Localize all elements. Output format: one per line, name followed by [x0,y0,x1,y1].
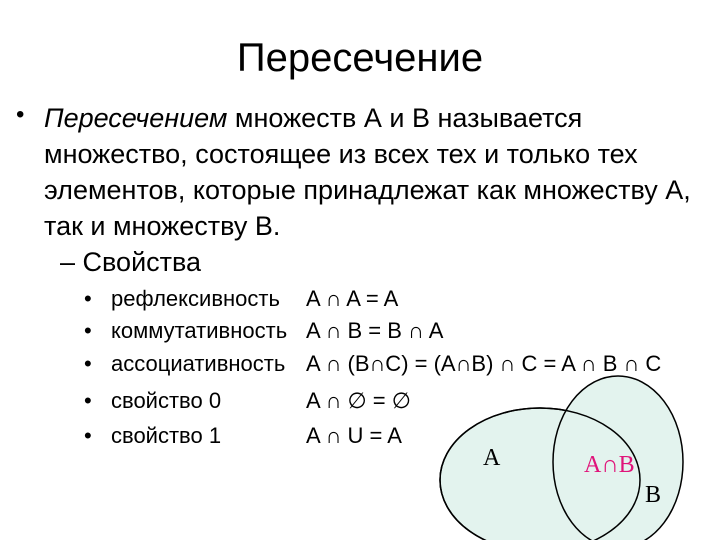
main-bullet: • [16,101,25,128]
venn-label-intersection: A∩B [584,452,635,478]
property-name: коммутативность [111,318,288,343]
property-formula: A ∩ (B∩C) = (A∩B) ∩ C = A ∩ B ∩ C [306,351,662,376]
properties-heading: – Свойства [60,247,202,277]
property-bullet: • [84,388,92,413]
property-name: ассоциативность [111,351,286,376]
property-name: свойство 1 [111,423,222,448]
venn-label-b: B [645,482,662,508]
property-formula: A ∩ B = B ∩ A [306,318,444,343]
definition-term: Пересечением [44,103,228,133]
venn-label-a: A [483,445,501,471]
property-bullet: • [84,351,92,376]
property-formula: A ∩ U = A [306,423,402,448]
definition-line-1 [44,100,582,136]
property-bullet: • [84,318,92,343]
definition-line-4: так и множеству В. [44,211,281,241]
property-name: рефлексивность [111,286,280,311]
property-name: свойство 0 [111,388,222,413]
definition-line-1-rest: множеств А и В называется [227,103,583,133]
definition-line-3: элементов, которые принадлежат как множеству А, [44,175,691,205]
definition-line-2: множество, состоящее из всех тех и только тех [44,139,638,169]
property-formula: A ∩ A = A [306,286,399,311]
property-bullet: • [84,423,92,448]
property-formula: A ∩ ∅ = ∅ [306,388,411,413]
slide-title: Пересечение [236,36,484,80]
property-bullet: • [84,286,92,311]
